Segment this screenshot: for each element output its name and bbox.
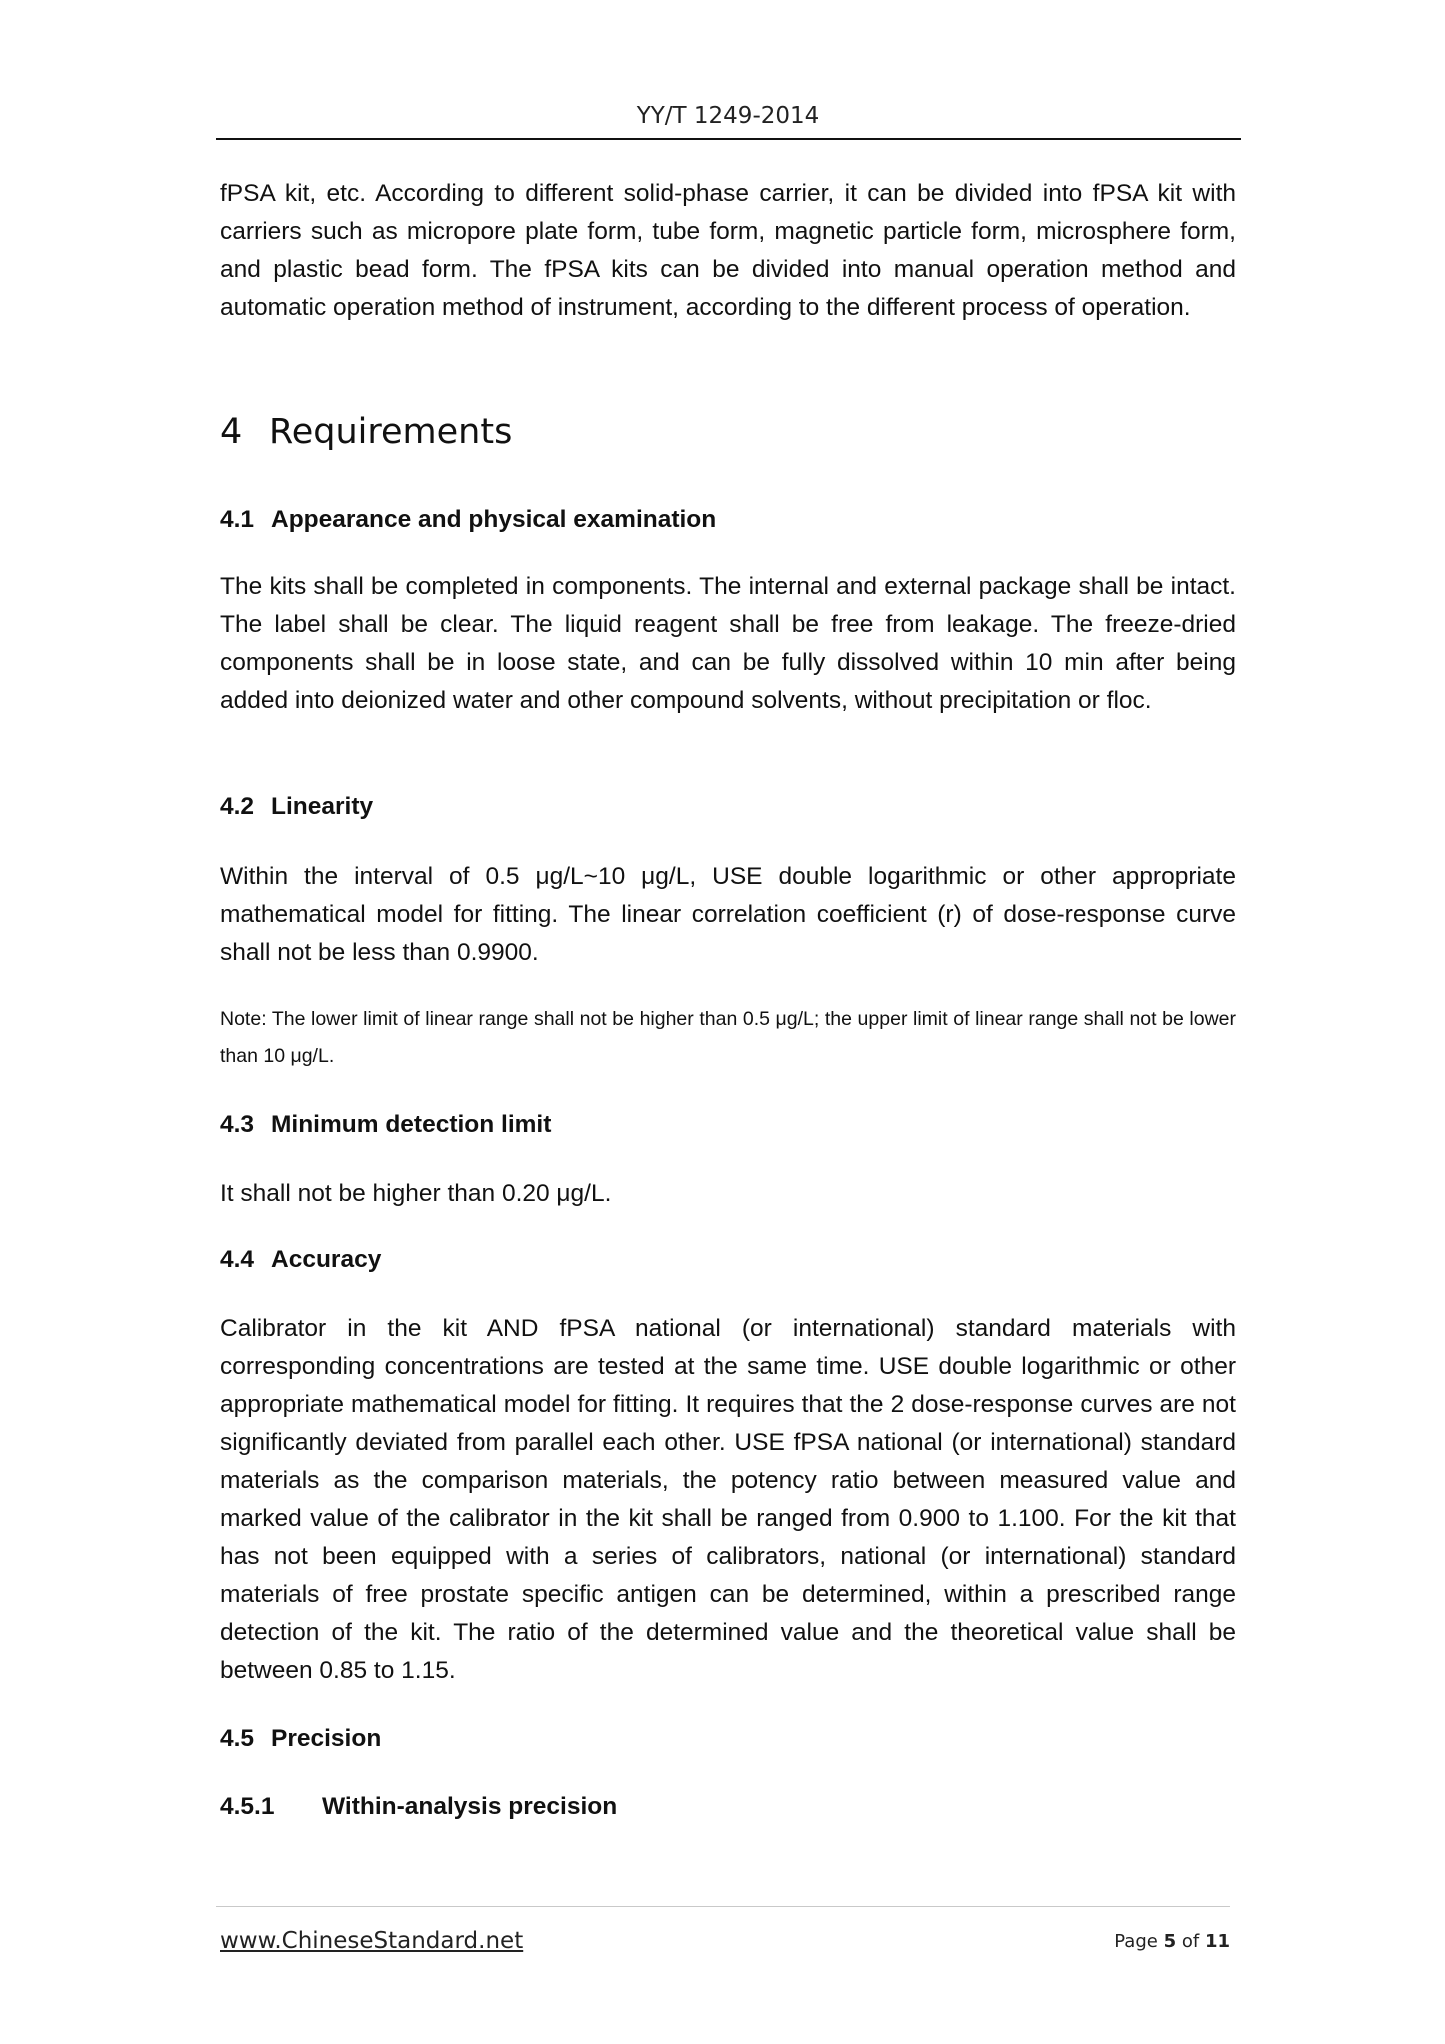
heading-4-4 xyxy=(220,1245,381,1275)
heading-4-5-1 xyxy=(220,1792,617,1822)
heading-number: 4.1 xyxy=(220,506,255,533)
page-label: Page xyxy=(1114,1931,1158,1952)
linearity-note: Note: The lower limit of linear range shall not be higher than 0.5 μg/L; the upper limit of linear range shall not be lower than 10 μg/L. xyxy=(220,1008,1236,1067)
website-link[interactable]: www.ChineseStandard.net xyxy=(220,1928,524,1954)
heading-title: Precision xyxy=(271,1725,382,1752)
section-title: Requirements xyxy=(269,412,513,452)
heading-number: 4.5.1 xyxy=(220,1793,275,1820)
section-heading-requirements xyxy=(220,412,512,452)
linearity-paragraph: Within the interval of 0.5 μg/L~10 μg/L, USE double logarithmic or other appropriate mathematical model for fitting. The linear correlation coefficient (r) of dose-response curve shall not be less than 0.9900. xyxy=(220,863,1236,966)
heading-title: Accuracy xyxy=(271,1246,382,1273)
appearance-paragraph: The kits shall be completed in components. The internal and external package shall be intact. The label shall be clear. The liquid reagent shall be free from leakage. The freeze-dried components shall be in loose state, and can be fully dissolved within 10 min after being added into deionized water and other compound solvents, without precipitation or floc. xyxy=(220,573,1236,714)
page-indicator xyxy=(1114,1931,1230,1952)
document-number-header: YY/T 1249-2014 xyxy=(636,103,820,129)
heading-title: Minimum detection limit xyxy=(271,1111,552,1138)
heading-number: 4.2 xyxy=(220,793,255,820)
heading-4-3 xyxy=(220,1110,551,1140)
heading-title: Appearance and physical examination xyxy=(271,506,717,533)
heading-4-5 xyxy=(220,1724,381,1754)
page-current: 5 xyxy=(1163,1931,1177,1952)
heading-number: 4.3 xyxy=(220,1111,255,1138)
intro-paragraph: fPSA kit, etc. According to different solid-phase carrier, it can be divided into fPSA kit with carriers such as micropore plate form, tube form, magnetic particle form, microsphere form, and plastic bead form. The fPSA kits can be divided into manual operation method and automatic operation method of instrument, according to the different process of operation. xyxy=(220,180,1236,321)
heading-number: 4.4 xyxy=(220,1246,255,1273)
heading-title: Within-analysis precision xyxy=(322,1793,618,1820)
heading-title: Linearity xyxy=(271,793,374,820)
page-total: 11 xyxy=(1204,1931,1230,1952)
heading-number: 4.5 xyxy=(220,1725,255,1752)
accuracy-paragraph: Calibrator in the kit AND fPSA national (or international) standard materials with corresponding concentrations are tested at the same time. USE double logarithmic or other appropriate mathematical model for fitting. It requires that the 2 dose-response curves are not significantly deviated from parallel each other. USE fPSA national (or international) standard materials as the comparison materials, the potency ratio between measured value and marked value of the calibrator in the kit shall be ranged from 0.900 to 1.100. For the kit that has not been equipped with a series of calibrators, national (or international) standard materials of free prostate specific antigen can be determined, within a prescribed range detection of the kit. The ratio of the determined value and the theoretical value shall be between 0.85 to 1.15. xyxy=(220,1315,1236,1684)
heading-4-1 xyxy=(220,505,716,535)
detection-limit-paragraph: It shall not be higher than 0.20 μg/L. xyxy=(220,1180,612,1207)
footer-divider xyxy=(216,1906,1230,1907)
page-of: of xyxy=(1181,1931,1200,1952)
heading-4-2 xyxy=(220,792,373,822)
header-divider xyxy=(216,138,1241,140)
section-number: 4 xyxy=(220,412,243,452)
